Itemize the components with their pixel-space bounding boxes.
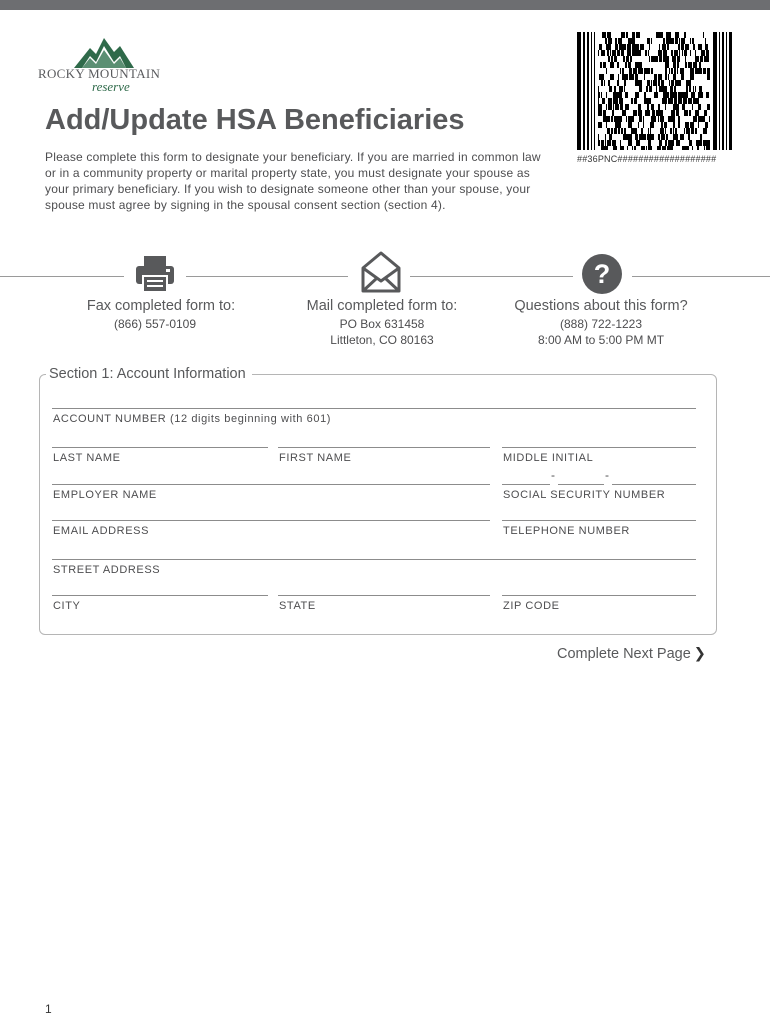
middle-initial-field[interactable]: [502, 447, 696, 448]
questions-heading: Questions about this form?: [514, 298, 688, 314]
ssn-separator: -: [605, 468, 609, 482]
ssn-label: SOCIAL SECURITY NUMBER: [503, 489, 666, 501]
mail-po-box: PO Box 631458: [339, 317, 425, 331]
fax-heading: Fax completed form to:: [86, 298, 236, 314]
street-address-label: STREET ADDRESS: [53, 564, 161, 576]
mail-city: Littleton, CO 80163: [330, 333, 434, 347]
email-label: EMAIL ADDRESS: [53, 525, 150, 537]
last-name-label: LAST NAME: [53, 452, 121, 464]
page-number: 1: [45, 1002, 52, 1016]
mountain-logo-icon: [38, 34, 168, 70]
last-name-field[interactable]: [52, 447, 268, 448]
city-field[interactable]: [52, 595, 268, 596]
ssn-part-2-field[interactable]: [558, 484, 604, 485]
city-label: CITY: [53, 600, 81, 612]
employer-name-field[interactable]: [52, 484, 490, 485]
state-field[interactable]: [278, 595, 490, 596]
barcode-caption: ##36PNC###################: [577, 154, 717, 164]
mail-heading: Mail completed form to:: [306, 298, 458, 314]
state-label: STATE: [279, 600, 316, 612]
svg-text:?: ?: [593, 259, 611, 289]
logo-tagline: reserve: [92, 79, 130, 94]
account-number-field[interactable]: [52, 408, 696, 409]
divider-line: [632, 276, 770, 277]
divider-line: [0, 276, 124, 277]
next-page-label: Complete Next Page: [557, 646, 691, 662]
first-name-label: FIRST NAME: [279, 452, 352, 464]
fax-number: (866) 557-0109: [113, 317, 197, 331]
telephone-label: TELEPHONE NUMBER: [503, 525, 630, 537]
barcode: [577, 32, 733, 150]
chevron-right-icon: ❯: [693, 646, 706, 662]
employer-name-label: EMPLOYER NAME: [53, 489, 157, 501]
page-title: Add/Update HSA Beneficiaries: [45, 104, 465, 136]
logo-wordmark: ROCKY MOUNTAIN: [38, 66, 161, 81]
top-bar: [0, 0, 770, 10]
first-name-field[interactable]: [278, 447, 490, 448]
middle-initial-label: MIDDLE INITIAL: [503, 452, 594, 464]
next-page-link[interactable]: [557, 646, 706, 662]
printer-icon: [134, 254, 176, 294]
ssn-separator: -: [551, 468, 555, 482]
zip-code-label: ZIP CODE: [503, 600, 560, 612]
account-number-label: ACCOUNT NUMBER (12 digits beginning with 601): [53, 413, 332, 425]
ssn-part-3-field[interactable]: [612, 484, 696, 485]
email-field[interactable]: [52, 520, 490, 521]
intro-text: Please complete this form to designate your beneficiary. If you are married in common law or in a community property or marital property state, you must designate your spouse as your primary beneficiary. If you wish to designate someone other than your spouse, your spouse must agree by signing in the spousal consent section (section 4).: [45, 150, 541, 212]
zip-code-field[interactable]: [502, 595, 696, 596]
divider-line: [186, 276, 348, 277]
envelope-icon: [360, 250, 402, 294]
telephone-field[interactable]: [502, 520, 696, 521]
question-icon: [581, 253, 623, 295]
questions-phone: (888) 722-1223: [559, 317, 643, 331]
section-1-title: Section 1: Account Information: [46, 366, 252, 382]
divider-line: [410, 276, 573, 277]
questions-hours: 8:00 AM to 5:00 PM MT: [537, 333, 665, 347]
street-address-field[interactable]: [52, 559, 696, 560]
ssn-part-1-field[interactable]: [502, 484, 550, 485]
company-logo: [38, 34, 168, 98]
